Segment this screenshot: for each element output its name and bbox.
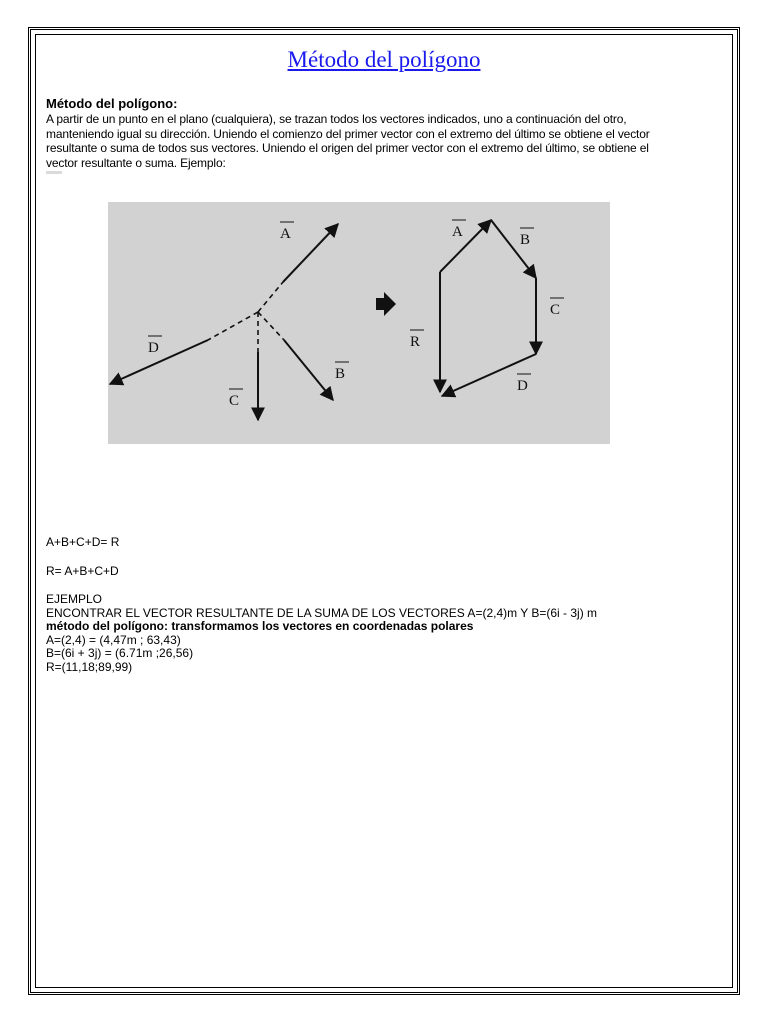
label-b-left: B	[335, 366, 346, 382]
equation-sum: A+B+C+D= R	[46, 535, 120, 549]
example-block	[46, 593, 706, 675]
label-c-left: C	[229, 393, 240, 409]
label-d-left: D	[148, 340, 159, 356]
poly-vector-b	[491, 220, 536, 278]
poly-vector-a	[440, 220, 491, 272]
vector-d-arrow	[110, 340, 208, 384]
intro-paragraph	[46, 112, 706, 174]
example-method: método del polígono: transformamos los vectores en coordenadas polares	[46, 619, 474, 634]
transition-arrow-icon	[376, 292, 396, 316]
paragraph-line: vector resultante o suma. Ejemplo:	[46, 155, 226, 170]
vector-diagram	[108, 202, 610, 444]
section-heading: Método del polígono:	[46, 96, 178, 111]
label-d-right: D	[517, 378, 528, 394]
vector-a-dashed	[258, 282, 283, 312]
vector-a-arrow	[283, 224, 338, 282]
vector-b-dashed	[258, 312, 284, 340]
concurrent-vectors	[110, 222, 349, 420]
example-line-b: B=(6i + 3j) = (6.71m ;26,56)	[46, 646, 194, 661]
page-border-inner	[35, 34, 733, 988]
paragraph-line: A partir de un punto en el plano (cualquiera), se trazan todos los vectores indicados, uno a continuación del otro,	[46, 112, 627, 126]
vector-diagram-svg	[108, 202, 610, 444]
paragraph-line: manteniendo igual su dirección. Uniendo el comienzo del primer vector con el extremo del último se obtiene el vector	[46, 126, 650, 141]
vector-d-dashed	[208, 312, 258, 340]
paragraph-line: resultante o suma de todos sus vectores. Uniendo el origen del primer vector con el extremo del último, se obtiene el	[46, 141, 649, 155]
polygon-vectors	[410, 220, 564, 396]
example-label: EJEMPLO	[46, 592, 103, 606]
label-c-right: C	[550, 302, 561, 318]
label-a-right: A	[452, 224, 463, 240]
example-line-a: A=(2,4) = (4,47m ; 63,43)	[46, 632, 181, 647]
scan-artifact	[46, 171, 62, 174]
vector-b-arrow	[284, 340, 333, 400]
label-b-right: B	[520, 232, 531, 248]
example-statement: ENCONTRAR EL VECTOR RESULTANTE DE LA SUMA DE LOS VECTORES A=(2,4)m Y B=(6i - 3j) m	[46, 605, 598, 620]
page-title: Método del polígono	[287, 47, 481, 72]
example-line-r: R=(11,18;89,99)	[46, 659, 133, 674]
label-a-left: A	[280, 226, 291, 242]
equation-resultant: R= A+B+C+D	[46, 564, 119, 578]
label-r-right: R	[410, 334, 421, 350]
